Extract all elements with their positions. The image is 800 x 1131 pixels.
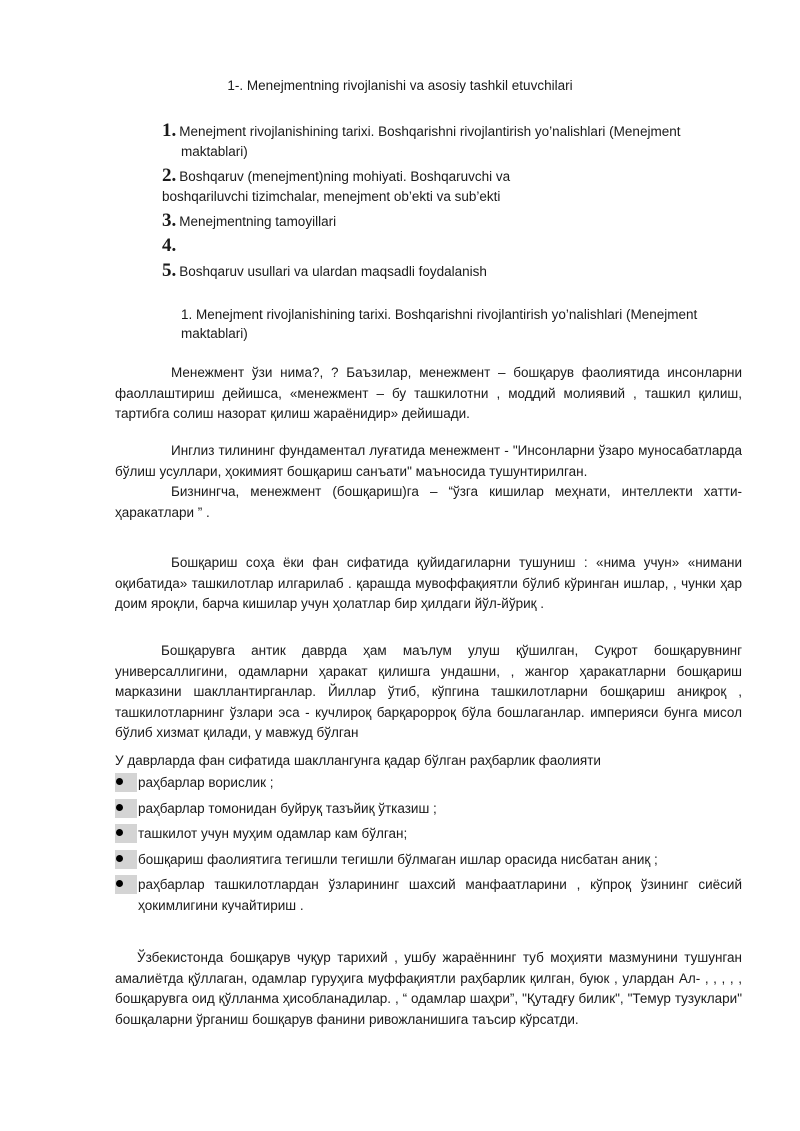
paragraph-2: [115, 441, 742, 482]
bullet-icon: [115, 799, 137, 818]
toc-number: 5.: [162, 260, 177, 281]
bullet-icon: [115, 773, 137, 792]
paragraph-text: Бизнингча, менежмент (бошқариш)га – “ўзга кишилар меҳнати, интеллекти хатти-ҳаракатлари ” .: [115, 484, 742, 520]
list-item-text: раҳбарлар томонидан буйруқ тазъйиқ ўтказиш ;: [138, 800, 437, 816]
toc-text: Menejment rivojlanishining tarixi. Boshqarishni rivojlantirish yo’nalishlari (Menejment maktablari): [179, 124, 681, 159]
paragraph-text: Бошқарувга антик даврда ҳам маълум улуш қўшилган, Суқрот бошқарувнинг универсаллигини, одамларни ҳаракат қилишга ундашни, , жангор ҳаракатларни бошқариш марказини шакллантирганлар. Йиллар ўтиб, кўпгина ташкилотларни бошқариш аниқроқ , ташкилотларнинг ўзлари эса - кучлироқ барқарорроқ бўла бошлаганлар. империяси бунга мисол бўлиб хизмат қилади, у мавжуд бўлган: [115, 643, 742, 740]
paragraph-text: У даврларда фан сифатида шакллангунга қадар бўлган раҳбарлик фаолияти: [115, 753, 601, 768]
list-item-text: бошқариш фаолиятига тегишли тегишли бўлмаган ишлар орасида нисбатан аниқ ;: [138, 851, 658, 867]
toc-item-1: [162, 121, 722, 162]
paragraph-6: [115, 751, 742, 772]
bullet-icon: [115, 875, 137, 894]
toc-number: 1.: [162, 120, 177, 141]
paragraph-text: Инглиз тилининг фундаментал луғатида менежмент - "Инсонларни ўзаро муносабатларда бўлиш усуллари, ҳокимият бошқариш санъати" маъносида тушунтирилган.: [115, 443, 742, 479]
list-item: [115, 875, 742, 916]
paragraph-text: Ўзбекистонда бошқарув чуқур тарихий , ушбу жараённинг туб моҳияти мазмунини тушунган амалиётда қўллаган, одамлар гуруҳига муффақиятли раҳбарлик қилган, буюк , улардан Ал- , , , , , бошқарувга оид қўлланма ҳисобланадилар. , “ одамлар шаҳри”, "Қутадғу билик", "Темур тузуклари" бошқаларни ўрганиш бошқарув фанини ривожланишига таъсир кўрсатди.: [115, 950, 742, 1027]
list-item: [115, 799, 742, 820]
toc-number: 3.: [162, 210, 177, 231]
paragraph-3: [115, 482, 742, 523]
bullet-icon: [115, 850, 137, 869]
toc-number: 4.: [162, 235, 177, 256]
bullet-icon: [115, 824, 137, 843]
section-heading: 1. Menejment rivojlanishining tarixi. Boshqarishni rivojlantirish yo’nalishlari (Menejment maktablari): [181, 307, 698, 341]
list-item-text: ташкилот учун муҳим одамлар кам бўлган;: [138, 826, 408, 841]
toc-text: Boshqaruv (menejment)ning mohiyati. Boshqaruvchi va boshqariluvchi tizimchalar, menejment ob’ekti va sub’ekti: [162, 169, 511, 204]
list-item-text: раҳбарлар ворислик ;: [138, 775, 274, 790]
paragraph-4: [115, 553, 742, 615]
list-item: [115, 824, 742, 845]
toc-item-3: [162, 211, 722, 232]
paragraph-5: [115, 641, 742, 744]
list-item: [115, 850, 742, 871]
document-title: 1-. Menejmentning rivojlanishi va asosiy tashkil etuvchilari: [227, 78, 573, 93]
toc-number: 2.: [162, 165, 177, 186]
table-of-contents: [162, 121, 722, 286]
paragraph-text: Менежмент ўзи нима?, ? Баъзилар, менежмент – бошқарув фаолиятида инсонларни фаоллаштириш дейишса, «менежмент – бу ташкилотни , моддий молиявий , ташкил қилиш, тартибга солиш назорат қилиш жараёнидир» дейишади.: [115, 365, 742, 421]
toc-item-2: [162, 166, 522, 207]
toc-text: Menejmentning tamoyillari: [179, 214, 337, 229]
closing-paragraph: [115, 948, 742, 1030]
list-item: [115, 773, 742, 794]
paragraph-1: [115, 363, 742, 425]
paragraph-text: Бошқариш соҳа ёки фан сифатида қуйидагиларни тушуниш : «нима учун» «нимани оқибатида» ташкилотлар илгарилаб . қарашда мувоффақиятли бўлиб кўринган ишлар, , чунки ҳар доим яроқли, барча кишилар учун ҳолатлар бир ҳилдаги йўл-йўриқ .: [115, 555, 742, 611]
bullet-list: [115, 773, 742, 921]
toc-item-4: [162, 236, 722, 257]
toc-item-5: [162, 261, 722, 282]
list-item-text: раҳбарлар ташкилотлардан ўзларининг шахсий манфаатларини , кўпроқ ўзининг сиёсий ҳокимлигини кучайтириш .: [138, 877, 742, 913]
toc-text: Boshqaruv usullari va ulardan maqsadli foydalanish: [179, 264, 487, 279]
